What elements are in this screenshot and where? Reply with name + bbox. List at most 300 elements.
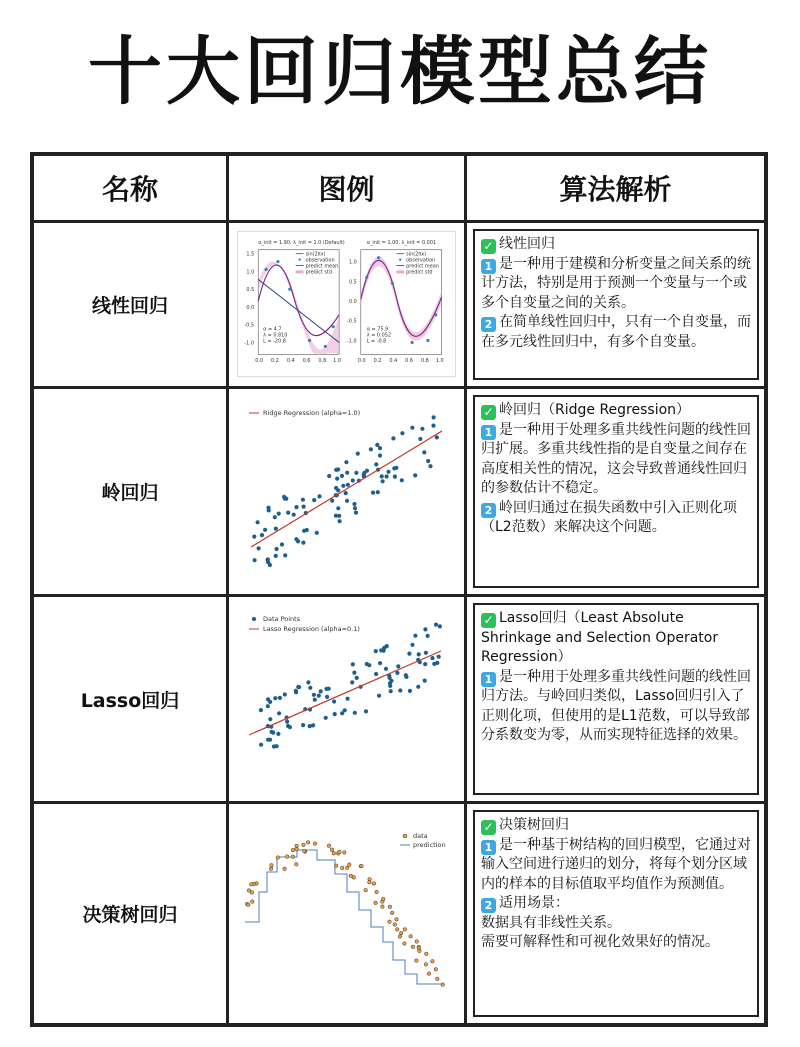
right-x-ticks bbox=[358, 358, 444, 364]
header-figure: 图例 bbox=[318, 173, 375, 206]
analysis-extra: 数据具有非线性关系。 bbox=[481, 914, 621, 931]
data-point bbox=[312, 693, 316, 697]
number-two-icon: 2 bbox=[481, 503, 496, 518]
data-point bbox=[333, 712, 337, 716]
data-point bbox=[296, 685, 300, 689]
data-point bbox=[306, 680, 310, 684]
data-point bbox=[398, 688, 402, 692]
data-point bbox=[415, 959, 419, 963]
left-legend bbox=[296, 252, 339, 276]
data-point bbox=[273, 515, 277, 519]
data-point bbox=[424, 651, 428, 655]
data-point bbox=[413, 473, 417, 477]
analysis-extra: 需要可解释性和可视化效果好的情况。 bbox=[481, 934, 719, 950]
data-point bbox=[324, 716, 328, 720]
analysis-cell bbox=[467, 223, 764, 386]
model-name: 决策树回归 bbox=[82, 904, 178, 926]
figure-cell bbox=[229, 804, 467, 1023]
data-point bbox=[327, 844, 331, 848]
data-point bbox=[340, 866, 344, 870]
decision-tree-plot bbox=[237, 812, 456, 1012]
data-point bbox=[354, 511, 358, 515]
number-one-icon: 1 bbox=[481, 425, 496, 440]
data-point bbox=[423, 679, 427, 683]
data-point bbox=[338, 519, 342, 523]
tree-prediction-step-line bbox=[245, 850, 443, 984]
data-point bbox=[422, 450, 426, 454]
data-point bbox=[332, 699, 336, 703]
data-point bbox=[335, 477, 339, 481]
data-point bbox=[246, 903, 250, 907]
data-point bbox=[392, 466, 396, 470]
check-icon: ✓ bbox=[481, 239, 496, 254]
figure-cell bbox=[229, 223, 467, 386]
analysis-box bbox=[473, 229, 759, 380]
data-point bbox=[343, 851, 347, 855]
analysis-point: 是一种基于树结构的回归模型，它通过对输入空间进行递归的划分，将每个划分区域内的样本的目标值取平均值作为预测值。 bbox=[481, 836, 751, 892]
svg-text:predict mean: predict mean bbox=[406, 263, 439, 270]
lasso-fit-line bbox=[249, 651, 441, 735]
figure-cell bbox=[229, 597, 467, 801]
data-point bbox=[271, 731, 275, 735]
left-x-ticks bbox=[255, 358, 341, 364]
data-point bbox=[275, 744, 279, 748]
data-point bbox=[285, 855, 289, 859]
data-point bbox=[438, 624, 442, 628]
data-point bbox=[263, 528, 267, 532]
analysis-heading: Lasso回归（Least Absolute Shrinkage and Selection Operator Regression） bbox=[481, 610, 719, 665]
svg-text:0.5: 0.5 bbox=[246, 287, 255, 294]
data-point bbox=[349, 874, 353, 878]
data-point bbox=[275, 547, 279, 551]
data-point bbox=[423, 627, 427, 631]
data-point bbox=[372, 882, 376, 886]
data-point bbox=[378, 453, 382, 457]
data-point bbox=[266, 704, 270, 708]
analysis-point: 是一种用于处理多重共线性问题的线性回归方法。与岭回归类似，Lasso回归引入了正则化项，但使用的是L1范数，可以导致部分系数变为零，从而实现特征选择的效果。 bbox=[481, 668, 751, 743]
data-point bbox=[286, 724, 290, 728]
data-point bbox=[267, 508, 271, 512]
analysis-point: 在简单线性回归中，只有一个自变量，而在多元线性回归中，有多个自变量。 bbox=[481, 314, 751, 350]
header-name-cell bbox=[34, 156, 229, 220]
left-y-ticks bbox=[244, 252, 254, 347]
svg-text:-1.0: -1.0 bbox=[244, 340, 255, 347]
left-panel-title: α_init = 1.90, λ_init = 1.0 (Default) bbox=[258, 239, 345, 246]
data-point bbox=[431, 424, 435, 428]
data-point bbox=[437, 655, 441, 659]
analysis-cell bbox=[467, 804, 764, 1023]
data-point bbox=[260, 533, 264, 537]
data-point bbox=[391, 436, 395, 440]
data-point bbox=[313, 842, 317, 846]
data-point bbox=[334, 468, 338, 472]
data-point bbox=[380, 474, 384, 478]
header-analysis-cell bbox=[467, 156, 764, 220]
data-point bbox=[426, 634, 430, 638]
data-point bbox=[294, 505, 298, 509]
data-point bbox=[354, 471, 358, 475]
data-point bbox=[352, 502, 356, 506]
data-point bbox=[340, 474, 344, 478]
data-point bbox=[345, 866, 349, 870]
data-point bbox=[266, 558, 270, 562]
svg-text:predict std: predict std bbox=[305, 269, 332, 276]
header-analysis: 算法解析 bbox=[559, 173, 672, 206]
data-point bbox=[430, 656, 434, 660]
data-point bbox=[432, 415, 436, 419]
analysis-box bbox=[473, 395, 759, 588]
lasso-regression-plot bbox=[237, 605, 456, 793]
right-panel-title: α_init = 1.00, λ_init = 0.001 bbox=[366, 239, 437, 246]
data-point bbox=[428, 464, 432, 468]
name-cell bbox=[34, 389, 229, 594]
analysis-cell bbox=[467, 389, 764, 594]
data-point bbox=[319, 689, 323, 693]
true-function-line bbox=[258, 265, 339, 336]
data-point bbox=[274, 554, 278, 558]
data-point bbox=[441, 983, 445, 987]
analysis-point: 岭回归通过在损失函数中引入正则化项（L2范数）来解决这个问题。 bbox=[481, 499, 737, 535]
model-name: 线性回归 bbox=[91, 295, 168, 317]
tree-legend-pred-label: prediction bbox=[413, 841, 446, 849]
data-point bbox=[259, 708, 263, 712]
data-point bbox=[285, 720, 289, 724]
data-point bbox=[332, 852, 336, 856]
svg-text:0.4: 0.4 bbox=[389, 358, 398, 365]
data-point bbox=[315, 531, 319, 535]
data-point bbox=[426, 459, 430, 463]
data-point bbox=[388, 684, 392, 688]
data-point bbox=[407, 652, 411, 656]
data-point bbox=[301, 723, 305, 727]
svg-text:predict mean: predict mean bbox=[305, 263, 339, 270]
data-point bbox=[350, 680, 354, 684]
data-point bbox=[374, 649, 378, 653]
svg-text:0.8: 0.8 bbox=[318, 358, 327, 365]
data-point bbox=[253, 558, 257, 562]
data-point bbox=[418, 437, 422, 441]
tree-legend-data-swatch bbox=[403, 834, 407, 838]
data-point bbox=[424, 963, 428, 967]
analysis-point: 是一种用于建模和分析变量之间关系的统计方法，特别是用于预测一个变量与一个或多个自变量之间的关系。 bbox=[481, 255, 751, 311]
header-name: 名称 bbox=[101, 173, 158, 206]
svg-text:0.0: 0.0 bbox=[348, 299, 357, 306]
data-point bbox=[375, 443, 379, 447]
svg-text:sin(2πx): sin(2πx) bbox=[305, 251, 326, 258]
model-name: Lasso回归 bbox=[80, 689, 180, 712]
data-point bbox=[376, 490, 380, 494]
data-point bbox=[303, 849, 307, 853]
model-name: 岭回归 bbox=[101, 482, 159, 504]
ridge-regression-plot bbox=[237, 397, 456, 585]
data-point bbox=[313, 698, 317, 702]
data-point bbox=[395, 918, 399, 922]
data-point bbox=[364, 709, 368, 713]
data-point bbox=[283, 867, 287, 871]
linear-regression-plot bbox=[238, 232, 455, 376]
data-point bbox=[276, 856, 280, 860]
data-point bbox=[381, 905, 385, 909]
svg-text:1.0: 1.0 bbox=[435, 358, 444, 365]
svg-text:0.2: 0.2 bbox=[373, 358, 382, 365]
data-point bbox=[353, 711, 357, 715]
data-point bbox=[390, 911, 394, 915]
analysis-point: 是一种用于处理多重共线性问题的线性回归扩展。多重共线性指的是自变量之间存在高度相关性的情况，这会导致普通线性回归的参数估计不稳定。 bbox=[481, 421, 751, 496]
data-point bbox=[330, 848, 334, 852]
data-point bbox=[276, 732, 280, 736]
right-y-ticks bbox=[347, 260, 357, 345]
analysis-heading: 岭回归（Ridge Regression） bbox=[499, 402, 691, 418]
lasso-legend-point-swatch bbox=[252, 617, 256, 621]
decision-tree-figure bbox=[237, 812, 456, 1012]
data-point bbox=[270, 864, 274, 868]
left-stat-lambda: λ = 0.810 bbox=[263, 332, 288, 339]
analysis-point: 适用场景： bbox=[499, 895, 569, 911]
data-point bbox=[365, 469, 369, 473]
number-one-icon: 1 bbox=[481, 840, 496, 855]
data-point bbox=[355, 676, 359, 680]
data-point bbox=[425, 952, 429, 956]
data-point bbox=[247, 889, 251, 893]
data-point bbox=[278, 696, 282, 700]
svg-text:0.5: 0.5 bbox=[348, 279, 357, 286]
data-point bbox=[369, 447, 373, 451]
data-point bbox=[277, 512, 281, 516]
data-point bbox=[351, 662, 355, 666]
data-point bbox=[250, 883, 254, 887]
right-stat-l: L = -0.8 bbox=[366, 338, 387, 345]
data-point bbox=[434, 968, 438, 972]
data-point bbox=[346, 483, 350, 487]
linear-regression-figure bbox=[237, 231, 456, 377]
name-cell bbox=[34, 804, 229, 1023]
lasso-legend-points-label: Data Points bbox=[263, 615, 301, 623]
data-point bbox=[351, 478, 355, 482]
data-point bbox=[345, 499, 349, 503]
data-point bbox=[409, 935, 413, 939]
data-point bbox=[268, 717, 272, 721]
data-point bbox=[291, 855, 295, 859]
data-point bbox=[431, 960, 435, 964]
data-point bbox=[334, 864, 338, 868]
data-point bbox=[389, 689, 393, 693]
check-icon: ✓ bbox=[481, 405, 496, 420]
summary-table bbox=[30, 152, 768, 1027]
data-point bbox=[371, 491, 375, 495]
data-point bbox=[403, 928, 407, 932]
lasso-regression-figure bbox=[237, 605, 456, 793]
data-point bbox=[384, 667, 388, 671]
svg-text:0.0: 0.0 bbox=[255, 358, 264, 365]
analysis-box bbox=[473, 810, 759, 1017]
data-point bbox=[436, 977, 440, 981]
data-point bbox=[317, 694, 321, 698]
data-point bbox=[400, 431, 404, 435]
check-icon: ✓ bbox=[481, 820, 496, 835]
table-header-row bbox=[34, 156, 764, 220]
data-point bbox=[418, 949, 422, 953]
svg-text:-0.5: -0.5 bbox=[244, 322, 255, 329]
data-point bbox=[400, 478, 404, 482]
data-point bbox=[423, 662, 427, 666]
lasso-legend-line-label: Lasso Regression (alpha=0.1) bbox=[263, 625, 360, 633]
data-point bbox=[415, 940, 419, 944]
table-row bbox=[34, 223, 764, 386]
page-title: 十大回归模型总结 bbox=[88, 29, 712, 115]
data-point bbox=[294, 537, 298, 541]
data-point bbox=[420, 427, 424, 431]
svg-text:0.6: 0.6 bbox=[302, 358, 311, 365]
data-point bbox=[395, 671, 399, 675]
data-point bbox=[295, 848, 299, 852]
header-figure-cell bbox=[229, 156, 467, 220]
data-point bbox=[381, 897, 385, 901]
svg-text:1.0: 1.0 bbox=[333, 358, 342, 365]
data-point bbox=[291, 848, 295, 852]
analysis-heading: 决策树回归 bbox=[499, 817, 569, 833]
table-row bbox=[34, 804, 764, 1023]
figure-cell bbox=[229, 389, 467, 594]
data-point bbox=[269, 867, 273, 871]
data-point bbox=[256, 520, 260, 524]
svg-text:1.0: 1.0 bbox=[246, 269, 255, 276]
data-point bbox=[251, 900, 255, 904]
data-point bbox=[286, 511, 290, 515]
ridge-legend-label: Ridge Regression (alpha=1.0) bbox=[263, 409, 361, 417]
data-point bbox=[336, 506, 340, 510]
data-point bbox=[274, 527, 278, 531]
data-point bbox=[385, 474, 389, 478]
data-point bbox=[398, 935, 402, 939]
svg-text:sin(2πx): sin(2πx) bbox=[406, 251, 427, 258]
data-point bbox=[365, 662, 369, 666]
data-point bbox=[292, 513, 296, 517]
ridge-fit-line bbox=[251, 431, 442, 547]
data-point bbox=[259, 743, 263, 747]
data-point bbox=[312, 498, 316, 502]
data-point bbox=[379, 648, 383, 652]
data-point bbox=[410, 643, 414, 647]
data-point bbox=[375, 890, 379, 894]
right-stat-alpha: α = 75.9 bbox=[366, 326, 389, 333]
data-point bbox=[344, 491, 348, 495]
data-point bbox=[404, 673, 408, 677]
analysis-box bbox=[473, 603, 759, 795]
ridge-regression-figure bbox=[237, 397, 456, 585]
data-point bbox=[306, 841, 310, 845]
svg-text:0.4: 0.4 bbox=[286, 358, 295, 365]
analysis-heading: 线性回归 bbox=[499, 236, 555, 252]
number-one-icon: 1 bbox=[481, 672, 496, 687]
data-point bbox=[377, 694, 381, 698]
svg-text:-1.0: -1.0 bbox=[346, 338, 357, 345]
data-point bbox=[416, 685, 420, 689]
data-point bbox=[388, 920, 392, 924]
data-point bbox=[381, 479, 385, 483]
svg-text:0.2: 0.2 bbox=[271, 358, 279, 365]
data-point bbox=[266, 697, 270, 701]
data-point bbox=[308, 686, 312, 690]
data-point bbox=[348, 863, 352, 867]
data-point bbox=[302, 843, 306, 847]
data-point bbox=[341, 484, 345, 488]
svg-text:0.0: 0.0 bbox=[246, 304, 255, 311]
left-stat-l: L = -20.8 bbox=[263, 338, 286, 345]
data-point bbox=[396, 664, 400, 668]
data-point bbox=[410, 426, 414, 430]
data-point bbox=[386, 470, 390, 474]
data-point bbox=[352, 671, 356, 675]
data-point bbox=[302, 529, 306, 533]
data-point bbox=[295, 863, 299, 867]
data-point bbox=[334, 486, 338, 490]
data-point bbox=[356, 452, 360, 456]
svg-text:1.5: 1.5 bbox=[246, 251, 255, 258]
svg-text:0.8: 0.8 bbox=[420, 358, 429, 365]
data-point bbox=[368, 881, 372, 885]
table-row bbox=[34, 597, 764, 801]
svg-text:1.0: 1.0 bbox=[348, 259, 357, 266]
data-point bbox=[277, 711, 281, 715]
data-point bbox=[374, 672, 378, 676]
data-point bbox=[393, 923, 397, 927]
data-point bbox=[266, 738, 270, 742]
svg-text:observation: observation bbox=[406, 257, 436, 264]
data-point bbox=[413, 634, 417, 638]
data-point bbox=[434, 623, 438, 627]
data-point bbox=[338, 850, 342, 854]
right-stat-lambda: λ = 0.052 bbox=[366, 332, 391, 339]
data-point bbox=[268, 563, 272, 567]
data-point bbox=[364, 888, 368, 892]
data-point bbox=[340, 711, 344, 715]
data-point bbox=[388, 905, 392, 909]
data-point bbox=[411, 945, 415, 949]
data-point bbox=[344, 460, 348, 464]
data-point bbox=[395, 928, 399, 932]
svg-text:-0.5: -0.5 bbox=[346, 318, 357, 325]
data-point bbox=[311, 723, 315, 727]
tree-legend-data-label: data bbox=[413, 832, 428, 840]
data-point bbox=[317, 494, 321, 498]
analysis-cell bbox=[467, 597, 764, 801]
data-point bbox=[283, 553, 287, 557]
data-point bbox=[282, 495, 286, 499]
name-cell bbox=[34, 597, 229, 801]
data-point bbox=[345, 471, 349, 475]
data-point bbox=[393, 475, 397, 479]
data-point bbox=[280, 542, 284, 546]
svg-text:predict std: predict std bbox=[406, 269, 433, 276]
data-point bbox=[257, 546, 261, 550]
left-stat-alpha: α = 4.7 bbox=[263, 326, 282, 333]
data-point bbox=[399, 931, 403, 935]
data-point bbox=[302, 505, 306, 509]
data-point bbox=[360, 864, 364, 868]
data-point bbox=[294, 690, 298, 694]
data-point bbox=[325, 695, 329, 699]
data-point bbox=[346, 697, 350, 701]
data-point bbox=[283, 692, 287, 696]
number-two-icon: 2 bbox=[481, 898, 496, 913]
tree-data-points bbox=[245, 841, 444, 987]
name-cell bbox=[34, 223, 229, 386]
data-point bbox=[378, 446, 382, 450]
lasso-data-points bbox=[259, 623, 442, 749]
data-point bbox=[301, 498, 305, 502]
number-two-icon: 2 bbox=[481, 317, 496, 332]
data-point bbox=[374, 901, 378, 905]
